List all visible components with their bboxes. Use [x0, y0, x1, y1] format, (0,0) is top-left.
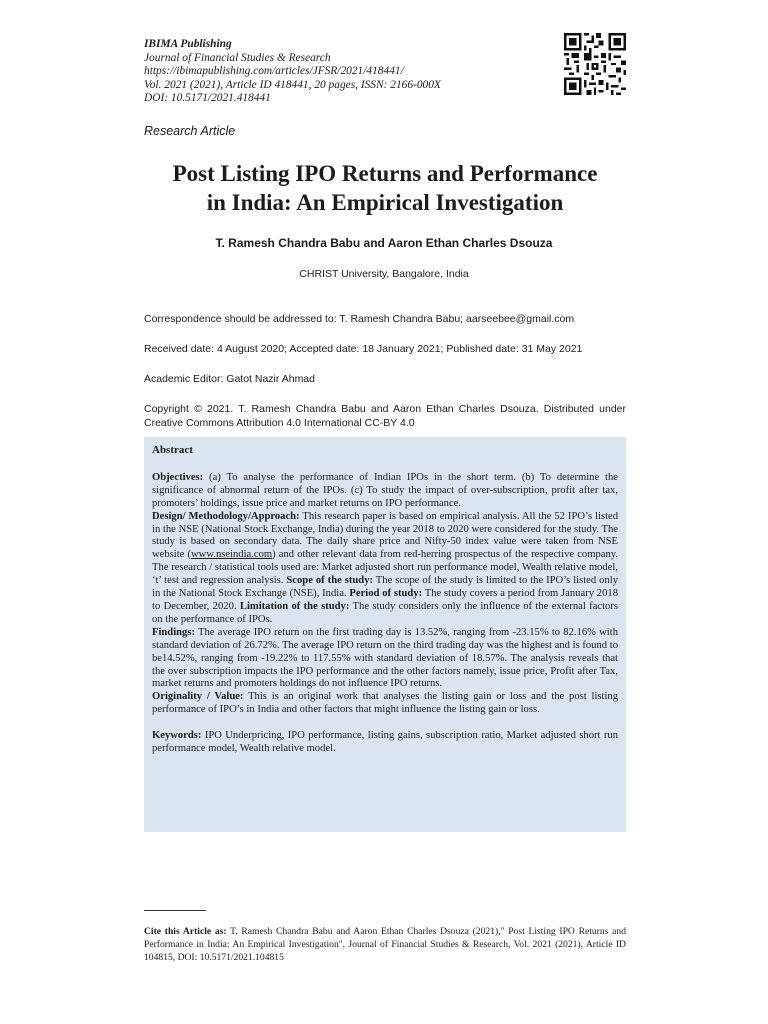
citation	[144, 925, 626, 964]
article-url[interactable]: https://ibimapublishing.com/articles/JFSR/2021/418441/	[144, 65, 404, 78]
keywords-label: Keywords:	[152, 730, 202, 742]
journal-name: Journal of Financial Studies & Research	[144, 51, 331, 64]
citation-text: T. Ramesh Chandra Babu and Aaron Ethan Charles Dsouza (2021)," Post Listing IPO Returns and Performance in India: An Empirical Investigation", Journal of Financial Studies & Research, Vol. 2021 (2021), Article ID 104815, DOI: 10.5171/2021.104815	[144, 926, 626, 963]
originality-label: Originality / Value:	[152, 691, 244, 703]
abstract-heading: Abstract	[152, 444, 193, 456]
abstract-objectives	[152, 472, 618, 511]
paper-title	[130, 159, 640, 217]
nse-website-link[interactable]: www.nseindia.com	[191, 549, 273, 561]
design-label: Design/ Methodology/Approach:	[152, 510, 300, 522]
objectives-text: (a) To analyse the performance of Indian IPOs in the short term. (b) To determine the significance of abnormal return of the IPOs. (c) To study the impact of over-subscription, profit after tax, promoters’ holdings, issue price and market returns on IPO performance.	[152, 471, 618, 509]
authors: T. Ramesh Chandra Babu and Aaron Ethan Charles Dsouza	[215, 236, 553, 250]
originality-text: This is an original work that analyses the listing gain or loss and the post listing performance of IPO’s in India and other factors that might influence the listing gain or loss.	[152, 691, 618, 716]
journal-header	[144, 38, 544, 106]
scope-label: Scope of the study:	[286, 575, 374, 587]
publication-dates: Received date: 4 August 2020; Accepted date: 18 January 2021; Published date: 31 May 2021	[144, 343, 583, 355]
period-text: The study covers a period from January 2018 to December, 2020.	[152, 588, 618, 612]
publisher-name: IBIMA Publishing	[144, 38, 232, 50]
title-line-2: in India: An Empirical Investigation	[206, 190, 564, 215]
scope-text: The scope of the study is limited to the IPO’s listed only in the National Stock Exchange (NSE), India.	[152, 575, 618, 600]
volume-info: Vol. 2021 (2021), Article ID 418441, 20 pages, ISSN: 2166-000X	[144, 78, 441, 91]
findings-text: The average IPO return on the first trading day is 13.52%, ranging from -23.15% to 82.16% with standard deviation of 26.72%. The average IPO return on the third trading day was the highest and is found to be14.52%, ranging from -19.22% to 117.55% with standard deviation of 18.57%. The analysis reveals that the over subscription impacts the IPO performance and the other factors namely, issue price, Profit after Tax, market returns and promoters holdings do not influence IPO returns.	[152, 626, 618, 690]
title-line-1: Post Listing IPO Returns and Performance	[172, 161, 598, 186]
abstract-box	[144, 437, 626, 832]
copyright-notice: Copyright © 2021. T. Ramesh Chandra Babu and Aaron Ethan Charles Dsouza. Distributed under Creative Commons Attribution 4.0 International CC-BY 4.0	[144, 403, 626, 429]
objectives-label: Objectives:	[152, 471, 204, 483]
footnote-divider	[144, 910, 206, 911]
abstract-design	[152, 511, 618, 627]
correspondence: Correspondence should be addressed to: T. Ramesh Chandra Babu; aarseebee@gmail.com	[144, 313, 575, 325]
design-text-a: This research paper is based on empirical analysis. All the 52 IPO’s listed in the NSE (National Stock Exchange, India) during the year 2018 to 2020 were considered for the study. The study is based on secondary data. The daily share price and Nifty-50 index value were taken from NSE website (	[152, 510, 619, 561]
abstract-originality	[152, 691, 618, 717]
design-text-b: ) and other relevant data from red-herring prospectus of the respective company. The research / statistical tools used are: Market adjusted short run performance model, Wealth relative model, ‘t’ test and regression analysis.	[152, 549, 618, 587]
article-type: Research Article	[144, 124, 236, 138]
keywords-text: IPO Underpricing, IPO performance, listing gains, subscription ratio, Market adjusted short run performance model, Wealth relative model.	[152, 730, 618, 755]
abstract-findings	[152, 627, 618, 692]
affiliation: CHRIST University, Bangalore, India	[299, 268, 469, 280]
citation-label: Cite this Article as:	[144, 926, 227, 937]
qr-code-icon	[564, 33, 626, 95]
doi[interactable]: DOI: 10.5171/2021.418441	[144, 92, 271, 105]
limitation-text: The study considers only the influence of the external factors on the performance of IPOs.	[152, 600, 618, 625]
academic-editor: Academic Editor: Gatot Nazir Ahmad	[144, 373, 315, 385]
limitation-label: Limitation of the study:	[239, 600, 350, 612]
abstract-keywords	[152, 730, 618, 756]
period-label: Period of study:	[349, 588, 423, 600]
findings-label: Findings:	[152, 626, 195, 638]
